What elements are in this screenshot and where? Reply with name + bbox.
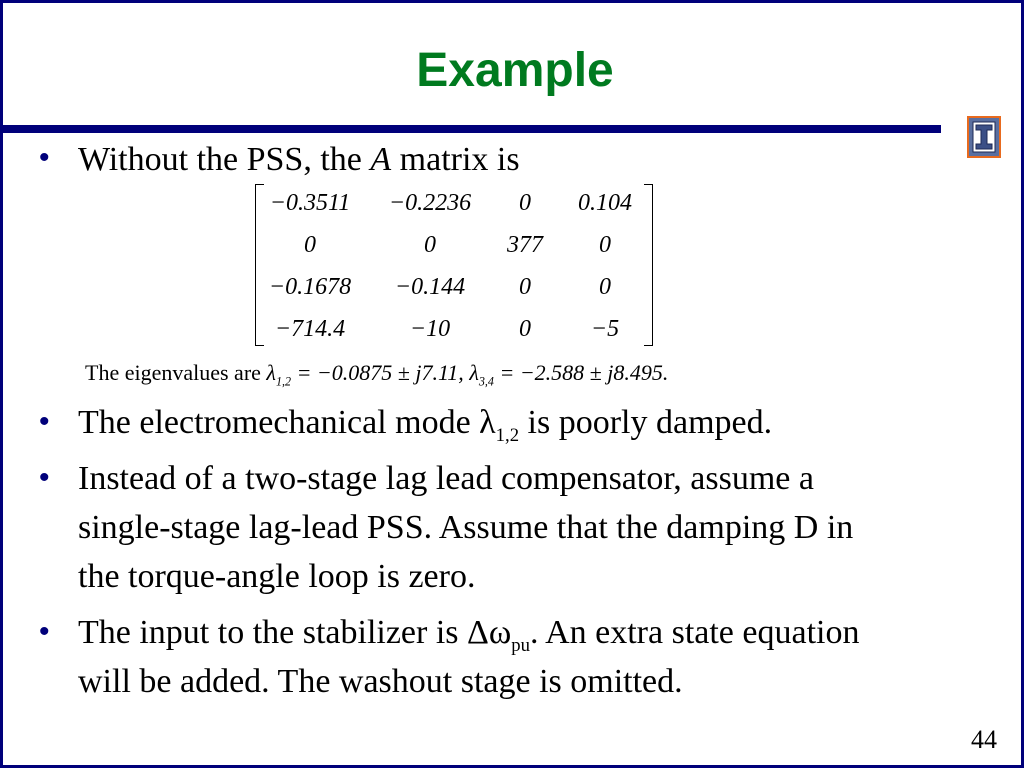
lambda-symbol: λ: [266, 360, 276, 385]
bullet-4-line-2: will be added. The washout stage is omitted.: [78, 663, 683, 700]
bullet-dot: •: [39, 461, 50, 494]
eigenvalues-label: The eigenvalues are: [85, 360, 267, 385]
bullet-dot: •: [39, 141, 50, 174]
matrix-right-bracket: [644, 184, 653, 346]
matrix-cell: −0.144: [394, 274, 466, 300]
bullet-4-prefix: The input to the stabilizer is Δω: [78, 614, 512, 651]
matrix-symbol-a: A: [370, 141, 392, 178]
lambda-subscript: 1,2: [275, 374, 292, 389]
matrix-cell: 0: [519, 274, 531, 300]
bullet-3-line-1: Instead of a two-stage lag lead compensator, assume a: [78, 460, 814, 497]
bullet-2-prefix: The electromechanical mode λ: [78, 404, 496, 441]
matrix-cell: 0: [519, 190, 531, 216]
matrix-cell: 0: [599, 232, 611, 258]
university-logo-icon: [967, 116, 1001, 158]
matrix-left-bracket: [255, 184, 264, 346]
bullet-2-suffix: is poorly damped.: [519, 404, 773, 441]
bullet-4-suffix: . An extra state equation: [529, 614, 860, 651]
omega-subscript: pu: [511, 634, 530, 656]
matrix-cell: 0.104: [578, 190, 632, 216]
bullet-dot: •: [39, 615, 50, 648]
page-number: 44: [971, 725, 997, 754]
title-divider: [3, 125, 941, 133]
bullet-1-suffix: matrix is: [391, 141, 520, 178]
matrix-cell: −714.4: [274, 316, 346, 342]
matrix-cell: 0: [424, 232, 436, 258]
bullet-3-line-2: single-stage lag-lead PSS. Assume that the damping D in: [78, 509, 854, 546]
eigenvalue-pair-1: = −0.0875 ± j7.11,: [291, 360, 470, 385]
matrix-cell: −5: [590, 316, 620, 342]
matrix-cell: 377: [507, 232, 543, 258]
block-i-icon: [972, 121, 996, 153]
matrix-cell: −10: [409, 316, 451, 342]
bullet-3-line-3: the torque-angle loop is zero.: [78, 558, 476, 595]
slide-title: Example: [416, 44, 614, 97]
matrix-cell: 0: [599, 274, 611, 300]
matrix-cell: −0.1678: [268, 274, 352, 300]
bullet-1-prefix: Without the PSS, the: [78, 141, 371, 178]
bullet-1-text: [78, 141, 520, 179]
eigenvalues-line: [85, 360, 668, 389]
a-matrix: [255, 184, 653, 346]
matrix-cell: −0.2236: [388, 190, 472, 216]
mode-subscript: 1,2: [495, 424, 520, 446]
bullet-dot: •: [39, 405, 50, 438]
bullet-2-text: [78, 404, 772, 447]
lambda-subscript: 3,4: [478, 374, 494, 389]
matrix-cell: −0.3511: [269, 190, 351, 216]
matrix-cell: 0: [304, 232, 316, 258]
lambda-symbol: λ: [469, 360, 479, 385]
bullet-4-line-1: [78, 614, 859, 657]
eigenvalue-pair-2: = −2.588 ± j8.495.: [493, 360, 669, 385]
matrix-cell: 0: [519, 316, 531, 342]
